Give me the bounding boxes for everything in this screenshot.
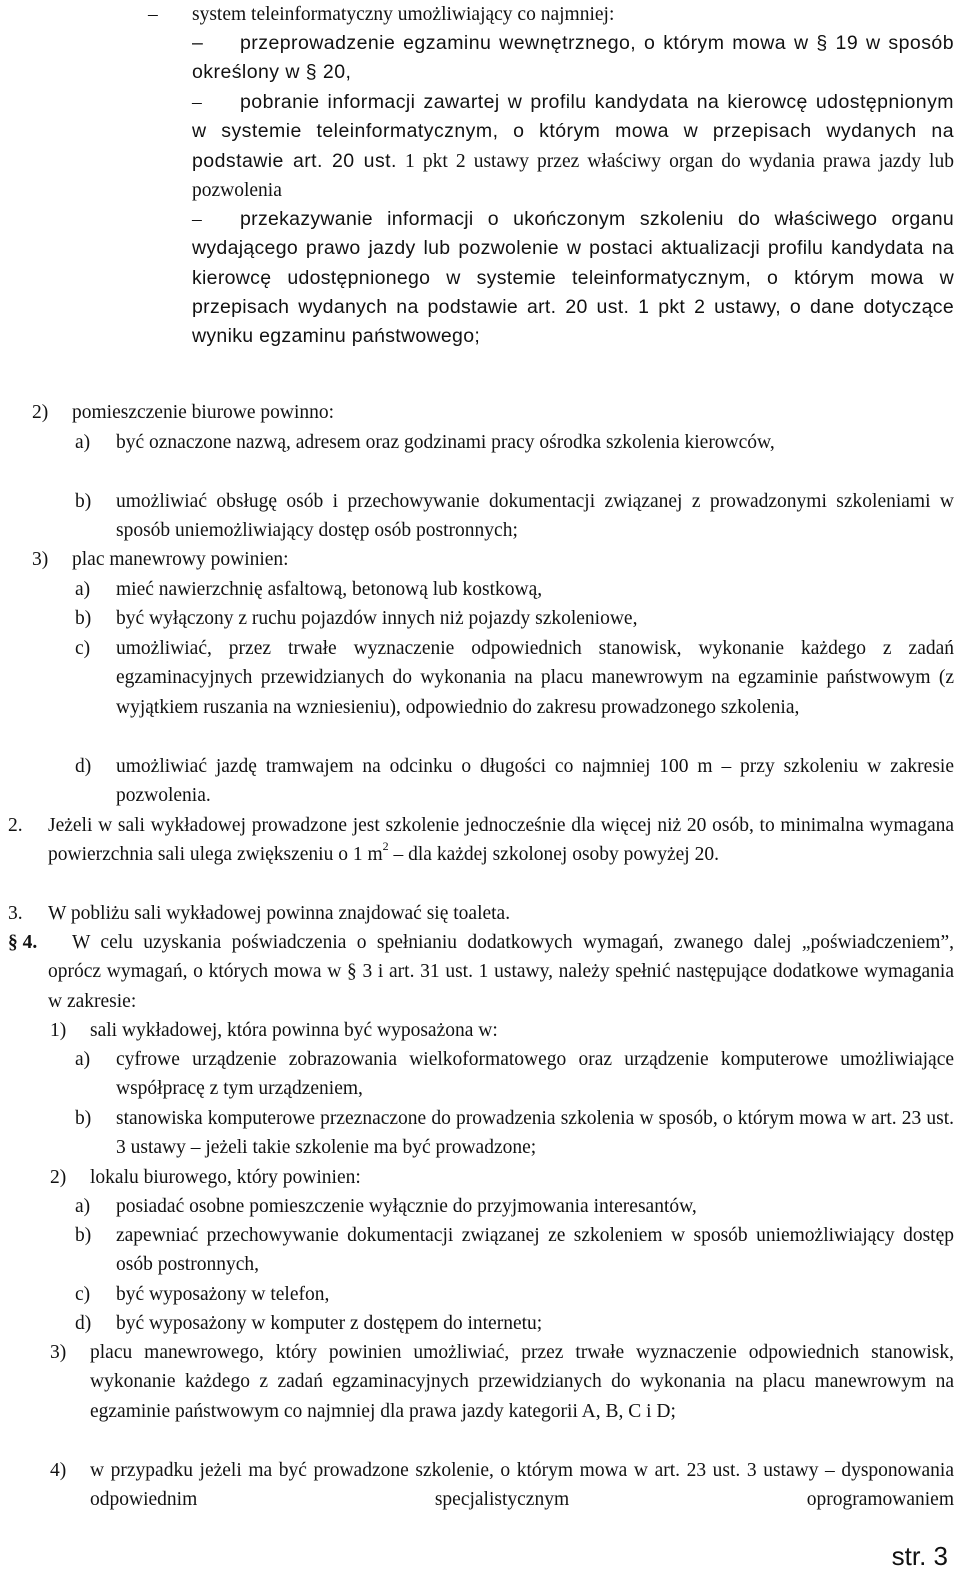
par4-item-4 [50,1456,954,1515]
par4-item-2-a-marker: a) [75,1196,91,1217]
office-item-b-marker: b) [75,491,92,512]
top-item-2-paragraph [192,88,954,205]
par4-item-2-b [75,1221,954,1280]
top-intro-text: system teleinformatyczny umożliwiający co najmniej: [192,4,615,25]
point-3-text: W pobliżu sali wykładowej powinna znajdować się toaleta. [48,903,511,924]
yard-item-b-text: być wyłączony z ruchu pojazdów innych niż pojazdy szkoleniowe, [116,608,638,629]
par4-item-3 [50,1338,954,1426]
point-2 [8,811,954,870]
dash-marker: – [192,209,202,230]
top-item-3-text: przekazywanie informacji o ukończonym szkoleniu do właściwego organu wydającego prawo jazdy lub pozwolenie w postaci aktualizacji profilu kandydata na kierowcę udostępnionego w systemie teleinformatycznym, o którym mowa w przepisach wydanych na podstawie art. 20 ust. 1 pkt 2 ustawy, o dane dotyczące wyniku egzaminu państwowego; [192,208,954,348]
point-2-text-a: Jeżeli w sali wykładowej prowadzone jest szkolenie jednocześnie dla więcej niż 20 osób, to minimalna wymagana powierzchnia sali ulega zwiększeniu o 1 m [48,815,954,866]
par4-item-2-c [75,1280,954,1309]
par4-item-1-text: sali wykładowej, która powinna być wyposażona w: [90,1020,498,1041]
paragraph-4-text-wrap [48,928,954,1016]
dash-marker: – [192,32,204,54]
top-item-2-text: pobranie informacji zawartej w profilu kandydata na kierowcę udostępnionym w systemie teleinformatycznym, o którym mowa w przepisach wydanych na podstawie art. 20 ust. [192,91,954,172]
dash-marker: – [148,4,158,25]
office-text: pomieszczenie biurowe powinno: [72,402,335,423]
par4-item-2-a-text: posiadać osobne pomieszczenie wyłącznie do przyjmowania interesantów, [116,1196,697,1217]
yard-item-a [75,575,954,604]
par4-item-1-marker: 1) [50,1020,67,1041]
office-item-a-marker: a) [75,432,91,453]
top-item-2-text-continued: 1 pkt 2 ustawy przez właściwy organ do wydania prawa jazdy lub pozwolenia [192,150,954,201]
paragraph-4-text: W celu uzyskania poświadczenia o spełnianiu dodatkowych wymagań, zwanego dalej „poświadczeniem”, oprócz wymagań, o których mowa w § 3 i art. 31 ust. 1 ustawy, należy spełnić następujące dodatkowe wymagania w zakresie: [48,932,954,1012]
par4-item-2-d-marker: d) [75,1313,92,1334]
office-item-a [75,428,954,457]
par4-item-2-b-marker: b) [75,1225,92,1246]
par4-item-2-d [75,1309,954,1338]
yard-item-c [75,634,954,722]
par4-item-1-a [75,1045,954,1104]
par4-item-1-b-text: stanowiska komputerowe przeznaczone do prowadzenia szkolenia w sposób, o którym mowa w art. 23 ust. 3 ustawy – jeżeli takie szkolenie ma być prowadzone; [116,1108,954,1159]
point-2-marker: 2. [8,815,23,836]
point-2-text [48,811,954,870]
yard-item-b-marker: b) [75,608,92,629]
top-item-3 [192,205,954,351]
paragraph-4 [8,928,954,1016]
office-item-b [75,487,954,546]
par4-item-1-b [75,1104,954,1163]
point-2-superscript: 2 [382,838,389,853]
paragraph-4-marker: § 4. [8,932,38,953]
top-item-1-paragraph [192,29,954,88]
yard-item-b [75,604,954,633]
par4-item-2-a [75,1192,954,1221]
dash-marker: – [192,92,202,113]
top-item-2 [192,88,954,205]
yard-marker: 3) [32,549,49,570]
yard-heading [32,545,954,574]
office-item-b-text: umożliwiać obsługę osób i przechowywanie dokumentacji związanej z prowadzonymi szkoleniami w sposób uniemożliwiający dostęp osób postronnych; [116,491,954,542]
page-number: str. 3 [891,1541,948,1571]
par4-item-2-b-text: zapewniać przechowywanie dokumentacji związanej ze szkoleniem w sposób uniemożliwiający dostęp osób postronnych, [116,1225,954,1276]
yard-item-c-marker: c) [75,638,91,659]
par4-item-2-c-marker: c) [75,1284,91,1305]
yard-item-d [75,752,954,811]
par4-item-2-text: lokalu biurowego, który powinien: [90,1167,361,1188]
yard-item-d-marker: d) [75,756,92,777]
par4-item-4-text: w przypadku jeżeli ma być prowadzone szkolenie, o którym mowa w art. 23 ust. 3 ustawy – dysponowania odpowiednim specjalistycznym oprogramowaniem [90,1460,954,1511]
top-intro [148,0,953,29]
office-item-a-text: być oznaczone nazwą, adresem oraz godzinami pracy ośrodka szkolenia kierowców, [116,432,775,453]
top-item-1-text: przeprowadzenie egzaminu wewnętrznego, o którym mowa w § 19 w sposób określony w § 20, [192,32,954,84]
top-item-3-paragraph [192,205,954,351]
par4-item-1 [50,1016,954,1045]
yard-item-a-text: mieć nawierzchnię asfaltową, betonową lub kostkową, [116,579,543,600]
par4-item-2 [50,1163,954,1192]
yard-item-d-text: umożliwiać jazdę tramwajem na odcinku o długości co najmniej 100 m – przy szkoleniu w zakresie pozwolenia. [116,756,954,807]
par4-item-3-marker: 3) [50,1342,67,1363]
par4-item-2-d-text: być wyposażony w komputer z dostępem do internetu; [116,1313,543,1334]
top-item-1 [192,29,954,88]
yard-text: plac manewrowy powinien: [72,549,289,570]
par4-item-1-a-text: cyfrowe urządzenie zobrazowania wielkoformatowego oraz urządzenie komputerowe umożliwiające współpracę z tym urządzeniem, [116,1049,954,1100]
yard-item-c-text: umożliwiać, przez trwałe wyznaczenie odpowiednich stanowisk, wykonanie każdego z zadań egzaminacyjnych przewidzianych do wykonania na placu manewrowym na egzaminie państwowym (z wyjątkiem ruszania na wzniesieniu), odpowiednio do zakresu prowadzonego szkolenia, [116,638,954,718]
par4-item-2-marker: 2) [50,1167,67,1188]
yard-item-a-marker: a) [75,579,91,600]
par4-item-1-a-marker: a) [75,1049,91,1070]
par4-item-2-c-text: być wyposażony w telefon, [116,1284,330,1305]
point-3-marker: 3. [8,903,23,924]
office-heading [32,398,954,427]
office-marker: 2) [32,402,49,423]
par4-item-4-marker: 4) [50,1460,67,1481]
point-3 [8,899,954,928]
point-2-text-b: – dla każdej szkolonej osoby powyżej 20. [388,844,719,866]
par4-item-1-b-marker: b) [75,1108,92,1129]
par4-item-3-text: placu manewrowego, który powinien umożliwiać, przez trwałe wyznaczenie odpowiednich stanowisk, wykonanie każdego z zadań egzaminacyjnych przewidzianych do wykonania na placu manewrowym na egzaminie państwowym co najmniej dla prawa jazdy kategorii A, B, C i D; [90,1342,954,1422]
